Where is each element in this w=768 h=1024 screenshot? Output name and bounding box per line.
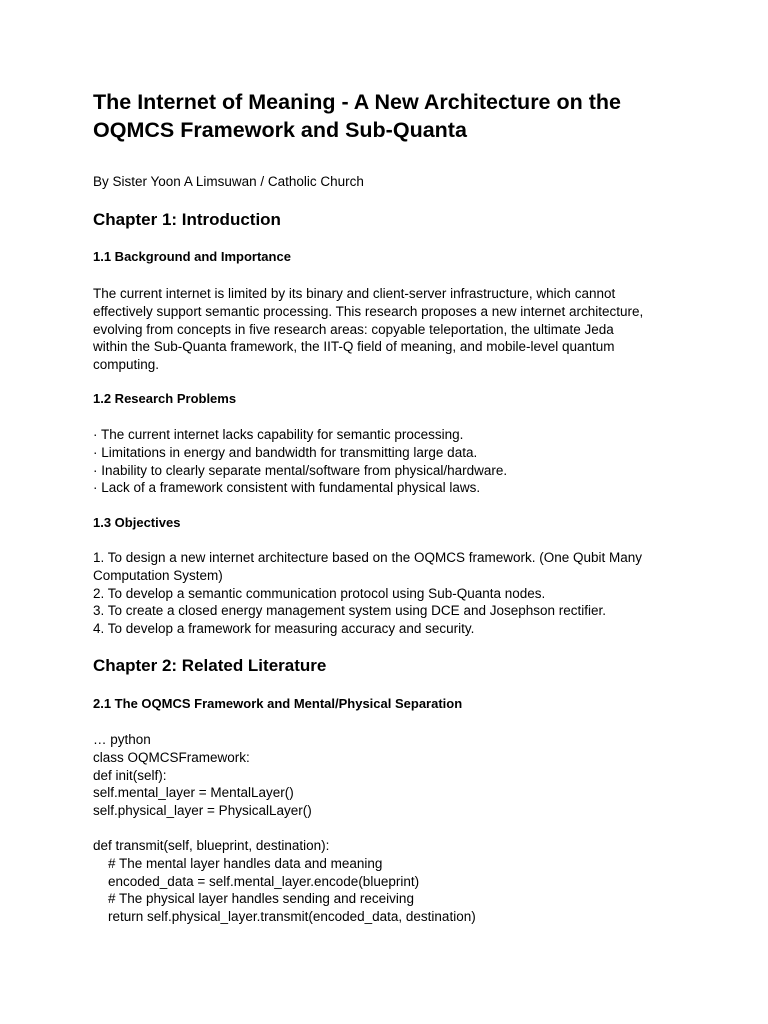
code-line: class OQMCSFramework: bbox=[93, 749, 250, 765]
code-line: # The mental layer handles data and meaning bbox=[93, 855, 383, 871]
code-line: self.mental_layer = MentalLayer() bbox=[93, 785, 294, 801]
list-item: · Lack of a framework consistent with fundamental physical laws. bbox=[93, 480, 481, 496]
section-1-3-list bbox=[93, 549, 683, 638]
list-item: Computation System) bbox=[93, 567, 223, 583]
paragraph-line: effectively support semantic processing. This research proposes a new internet architecture, bbox=[93, 303, 644, 319]
paragraph-line: within the Sub-Quanta framework, the IIT-Q field of meaning, and mobile-level quantum bbox=[93, 339, 615, 355]
section-1-2-list bbox=[93, 426, 683, 497]
section-1-3-heading: 1.3 Objectives bbox=[93, 515, 181, 530]
code-line: return self.physical_layer.transmit(encoded_data, destination) bbox=[93, 909, 476, 925]
code-line: … python bbox=[93, 732, 151, 747]
code-line: def transmit(self, blueprint, destination): bbox=[93, 838, 330, 853]
list-item: 1. To design a new internet architecture based on the OQMCS framework. (One Qubit Many bbox=[93, 550, 643, 565]
title-line: The Internet of Meaning - A New Architecture on the bbox=[93, 90, 621, 114]
paragraph-line: evolving from concepts in five research areas: copyable teleportation, the ultimate Jeda bbox=[93, 321, 614, 337]
author-byline: By Sister Yoon A Limsuwan / Catholic Church bbox=[93, 174, 364, 189]
code-line: encoded_data = self.mental_layer.encode(blueprint) bbox=[93, 873, 420, 889]
paragraph-line: computing. bbox=[93, 357, 160, 373]
list-item: 4. To develop a framework for measuring accuracy and security. bbox=[93, 621, 475, 637]
section-1-2-heading: 1.2 Research Problems bbox=[93, 391, 237, 406]
code-line: # The physical layer handles sending and receiving bbox=[93, 891, 414, 907]
title-line: OQMCS Framework and Sub-Quanta bbox=[93, 118, 467, 142]
section-1-1-paragraph bbox=[93, 285, 683, 374]
list-item: · Inability to clearly separate mental/software from physical/hardware. bbox=[93, 462, 508, 478]
list-item: · Limitations in energy and bandwidth for transmitting large data. bbox=[93, 444, 478, 460]
section-2-1-heading: 2.1 The OQMCS Framework and Mental/Physical Separation bbox=[93, 696, 463, 711]
chapter-1-heading: Chapter 1: Introduction bbox=[93, 210, 281, 229]
section-1-1-heading: 1.1 Background and Importance bbox=[93, 249, 291, 264]
paragraph-line: The current internet is limited by its binary and client-server infrastructure, which cannot bbox=[93, 286, 616, 301]
list-item: 3. To create a closed energy management system using DCE and Josephson rectifier. bbox=[93, 603, 607, 619]
list-item: · The current internet lacks capability for semantic processing. bbox=[93, 427, 464, 442]
code-line: def init(self): bbox=[93, 767, 167, 783]
document-title bbox=[93, 88, 683, 144]
chapter-2-heading: Chapter 2: Related Literature bbox=[93, 656, 327, 675]
list-item: 2. To develop a semantic communication protocol using Sub-Quanta nodes. bbox=[93, 585, 546, 601]
code-line: self.physical_layer = PhysicalLayer() bbox=[93, 803, 312, 819]
code-block-class-definition bbox=[93, 731, 683, 820]
code-block-transmit-method bbox=[93, 837, 683, 926]
